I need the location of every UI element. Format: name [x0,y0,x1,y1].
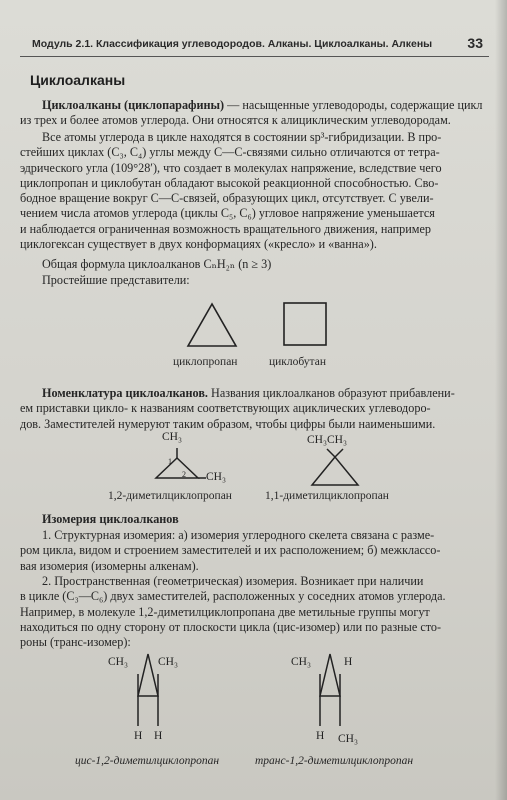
cis-structure [118,652,178,732]
trans-top-left: CH₃ [291,656,311,668]
text-line: дов. Заместителей нумеруют таким образом, чтобы цифры были наименьшими. [20,416,436,431]
page-number: 33 [467,35,483,51]
mol12-ch3-top: CH₃ [162,431,182,443]
text-line: 2. Пространственная (геометрическая) изомерия. Возникает при наличии [42,574,424,588]
text-line: бодное вращение вокруг C—C-связей, образующих цикл, отсутствует. С увели- [20,191,434,206]
text-line: эдрического угла (109°28′), что создает в молекулах напряжение, вследствие чего [20,160,442,175]
mol12-num-2: 2 [182,470,186,479]
text-line: циклогексан существует в двух конформациях («кресло» и «ванна»). [20,237,377,252]
text-line: ром цикла, видом и строением заместителей и их расположением; б) межклассо- [20,543,441,558]
cis-top-right: CH₃ [158,656,178,668]
definition-text: — насыщенные углеводороды, содержащие цикл [224,98,483,112]
paragraph-structural [20,528,490,574]
running-header [20,34,489,57]
cis-label: цис-1,2-диметилциклопропан [75,755,220,767]
text-line: 1. Структурная изомерия: а) изомерия углеродного скелета связана с разме- [42,528,435,542]
isomerism-heading: Изомерия циклоалканов [42,512,179,526]
trans-structure [300,652,360,732]
text-line: вая изомерия (изомерны алкенам). [20,558,199,573]
text-line: Например, в молекуле 1,2-диметилциклопропана две метильные группы могут [20,604,430,619]
text-line: чением числа атомов углерода (циклы C₅, C₆) угловое напряжение уменьшается [20,206,435,221]
nomenclature-term: Номенклатура циклоалканов. [42,386,208,400]
cis-top-left: CH₃ [108,656,128,668]
mol12-label: 1,2-диметилциклопропан [108,490,232,502]
mol11-structure [300,445,370,489]
isomerism-title [20,512,490,527]
cyclopropane-label: циклопропан [173,356,238,368]
paragraph-spatial [20,574,490,650]
section-title: Циклоалканы [30,72,126,88]
cis-bottom-left: H [134,730,143,742]
header-title: Модуль 2.1. Классификация углеводородов. Алканы. Циклоалканы. Алкены [32,38,433,50]
cyclobutane-label: циклобутан [269,356,326,368]
definition-term: Циклоалканы (циклопарафины) [42,98,225,112]
text-line: ем приставки цикло- к названиям соответствующих ациклических углеводоро- [20,401,431,416]
paragraph-definition [20,98,490,129]
simplest-representatives: Простейшие представители: [42,273,190,287]
trans-bottom-right: CH₃ [338,733,358,745]
paragraph-hybridization [20,130,490,252]
text-line: в цикле (C₃—C₆) двух заместителей, расположенных у соседних атомов углерода. [20,589,446,604]
text-line: роны (транс-изомер): [20,635,131,650]
mol11-label: 1,1-диметилциклопропан [265,490,389,502]
trans-top-right: H [344,656,353,668]
text-line: стейших циклах (C₃, C₄) углы между C—C-связями сильно отличаются от тетра- [20,145,440,160]
nomenclature-text: Названия циклоалканов образуют прибавлени- [207,386,455,400]
text-line: находиться по одну сторону от плоскости цикла (цис-изомер) или по разные сто- [20,619,442,634]
mol12-num-1: 1 [168,457,172,466]
trans-label: транс-1,2-диметилциклопропан [255,755,414,767]
general-formula: Общая формула циклоалканов CₙH₂ₙ (n ≥ 3) [42,257,272,271]
trans-bottom-left: H [316,730,325,742]
page-edge-shadow [495,0,507,800]
mol12-ch3-right: CH₃ [206,471,226,483]
cyclobutane-structure [283,302,327,346]
cis-bottom-right: H [154,730,163,742]
text-line: и наблюдается ограниченная возможность вращательного движения, например [20,221,431,236]
text-line: Все атомы углерода в цикле находятся в состоянии sp³-гибридизации. В про- [42,130,442,144]
mol11-ch3-pair: CH₃CH₃ [307,434,347,446]
text-line: циклопропан и циклобутан обладают высокой реакционной способностью. Сво- [20,175,439,190]
definition-text-2: из трех и более атомов углерода. Они относятся к алициклическим углеводородам. [20,113,451,128]
paragraph-nomenclature [20,386,490,432]
cyclopropane-structure [186,302,238,348]
